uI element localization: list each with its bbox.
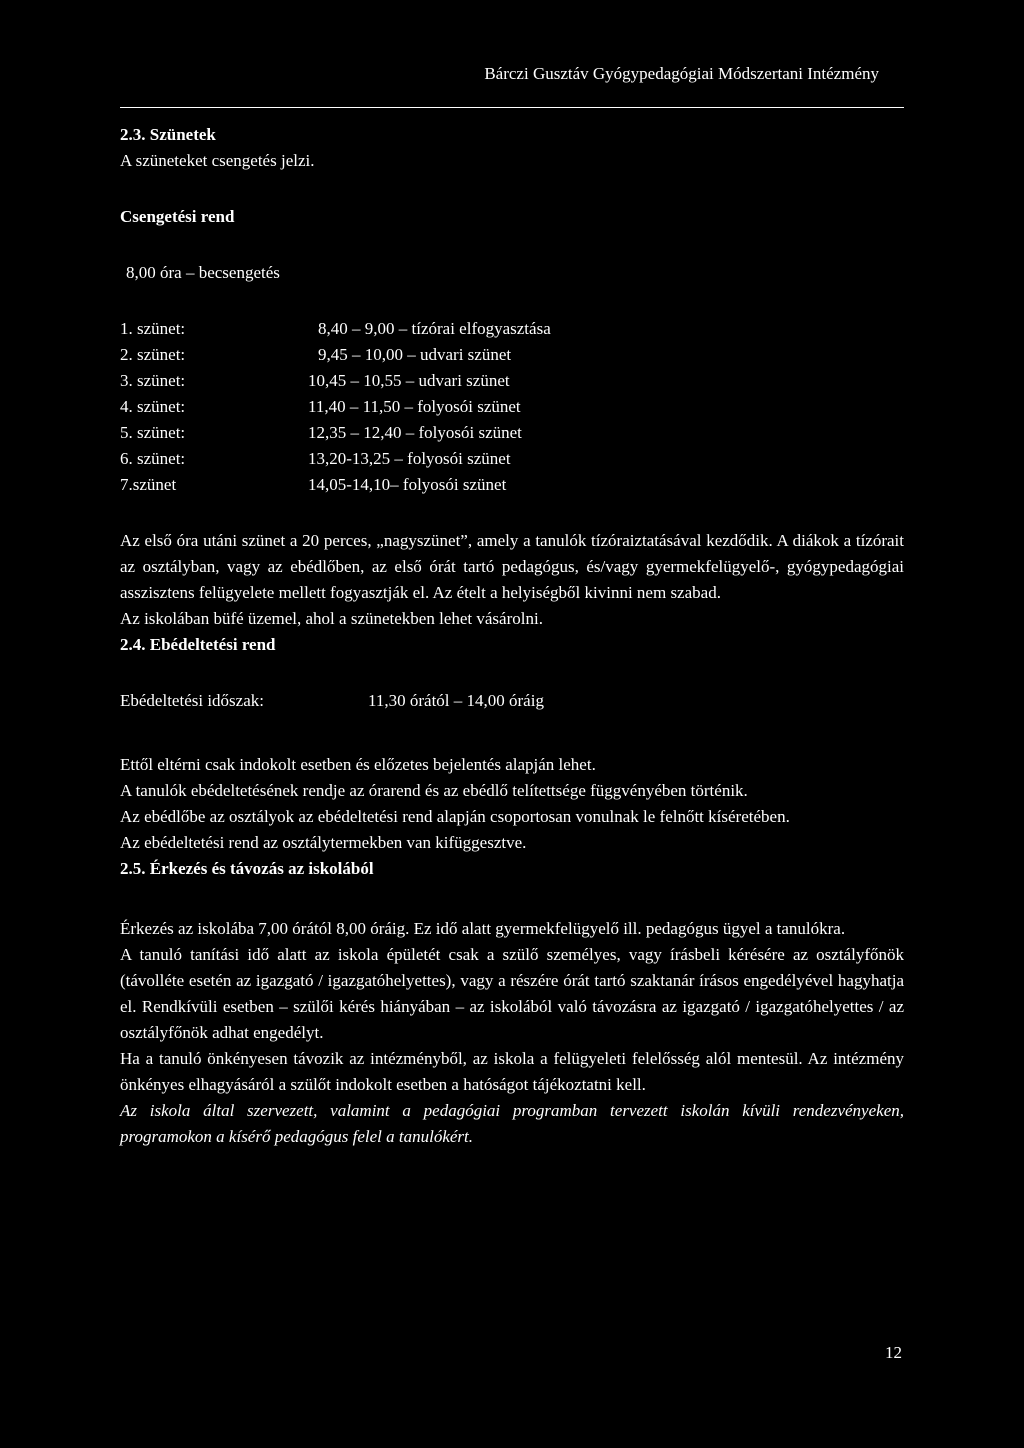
schedule-row bbox=[120, 446, 904, 472]
schedule-label: 1. szünet: bbox=[120, 319, 186, 338]
schedule-value: 13,20-13,25 – folyosói szünet bbox=[308, 449, 511, 468]
schedule-label: 5. szünet: bbox=[120, 423, 186, 442]
schedule-value: 12,35 – 12,40 – folyosói szünet bbox=[308, 423, 522, 442]
lunch-line: A tanulók ebédeltetésének rendje az órarend és az ebédlő telítettsége függvényében történik. bbox=[120, 781, 748, 800]
lunch-period-label: Ebédeltetési időszak: bbox=[120, 691, 264, 710]
arrival-paragraph: Érkezés az iskolába 7,00 órától 8,00 óráig. Ez idő alatt gyermekfelügyelő ill. pedagógus ügyel a tanulókra. bbox=[120, 919, 846, 938]
schedule-row bbox=[120, 316, 904, 342]
lunch-line: Az ebédlőbe az osztályok az ebédeltetési rend alapján csoportosan vonulnak le felnőtt kíséretében. bbox=[120, 807, 790, 826]
schedule-row bbox=[120, 472, 904, 498]
unauthorized-leave-paragraph: Ha a tanuló önkényesen távozik az intézményből, az iskola a felügyeleti felelősség alól mentesül. Az intézmény önkényes elhagyásáról a szülőt indokolt esetben a hatóságot tájékoztatni kell. bbox=[120, 1049, 904, 1094]
schedule-label: 6. szünet: bbox=[120, 449, 186, 468]
schedule-value: 10,45 – 10,55 – udvari szünet bbox=[308, 371, 510, 390]
section-heading-breaks: 2.3. Szünetek bbox=[120, 125, 216, 144]
events-paragraph: Az iskola által szervezett, valamint a pedagógiai programban tervezett iskolán kívüli rendezvényeken, programokon a kísérő pedagógus felel a tanulókért. bbox=[120, 1101, 904, 1146]
schedule-row bbox=[120, 342, 904, 368]
section-heading-arrival: 2.5. Érkezés és távozás az iskolából bbox=[120, 859, 374, 878]
lunch-line: Az ebédeltetési rend az osztálytermekben van kifüggesztve. bbox=[120, 833, 527, 852]
schedule-label: 2. szünet: bbox=[120, 345, 186, 364]
leaving-paragraph: A tanuló tanítási idő alatt az iskola épületét csak a szülő személyes, vagy írásbeli kérésére az osztályfőnök (távolléte esetén az igazgató / igazgatóhelyettes), vagy a részére órát tartó szaktanár írásos engedélyével hagyhatja el. Rendkívüli esetben – szülői kérés hiányában – az iskolából való távozásra az igazgató / igazgatóhelyettes / az osztályfőnök adhat engedélyt. bbox=[120, 945, 904, 1042]
breaks-intro: A szüneteket csengetés jelzi. bbox=[120, 151, 315, 170]
header-rule bbox=[120, 107, 904, 108]
buffet-paragraph: Az iskolában büfé üzemel, ahol a szünetekben lehet vásárolni. bbox=[120, 609, 543, 628]
page-header: Bárczi Gusztáv Gyógypedagógiai Módszertani Intézmény bbox=[484, 64, 879, 83]
break-schedule bbox=[120, 316, 904, 498]
schedule-label: 4. szünet: bbox=[120, 397, 186, 416]
schedule-value: 14,05-14,10– folyosói szünet bbox=[308, 475, 507, 494]
lunch-period bbox=[120, 688, 904, 714]
schedule-label: 3. szünet: bbox=[120, 371, 186, 390]
bell-schedule-heading: Csengetési rend bbox=[120, 207, 235, 226]
schedule-value: 8,40 – 9,00 – tízórai elfogyasztása bbox=[318, 319, 551, 338]
schedule-label: 7.szünet bbox=[120, 475, 177, 494]
page-number: 12 bbox=[885, 1343, 902, 1362]
lunch-period-value: 11,30 órától – 14,00 óráig bbox=[368, 691, 544, 710]
section-heading-lunch: 2.4. Ebédeltetési rend bbox=[120, 635, 276, 654]
schedule-value: 9,45 – 10,00 – udvari szünet bbox=[318, 345, 512, 364]
schedule-row bbox=[120, 394, 904, 420]
page-content bbox=[120, 122, 904, 1150]
lunch-line: Ettől eltérni csak indokolt esetben és előzetes bejelentés alapján lehet. bbox=[120, 755, 596, 774]
schedule-value: 11,40 – 11,50 – folyosói szünet bbox=[308, 397, 521, 416]
schedule-row bbox=[120, 420, 904, 446]
schedule-row bbox=[120, 368, 904, 394]
breaks-paragraph: Az első óra utáni szünet a 20 perces, „nagyszünet”, amely a tanulók tízóraiztatásával kezdődik. A diákok a tízórait az osztályban, vagy az ebédlőben, az első órát tartó pedagógus, és/vagy gyermekfelügyelő-, gyógypedagógiai asszisztens felügyelete mellett fogyasztják el. Az ételt a helyiségből kivinni nem szabad. bbox=[120, 531, 904, 602]
start-bell: 8,00 óra – becsengetés bbox=[126, 263, 280, 282]
